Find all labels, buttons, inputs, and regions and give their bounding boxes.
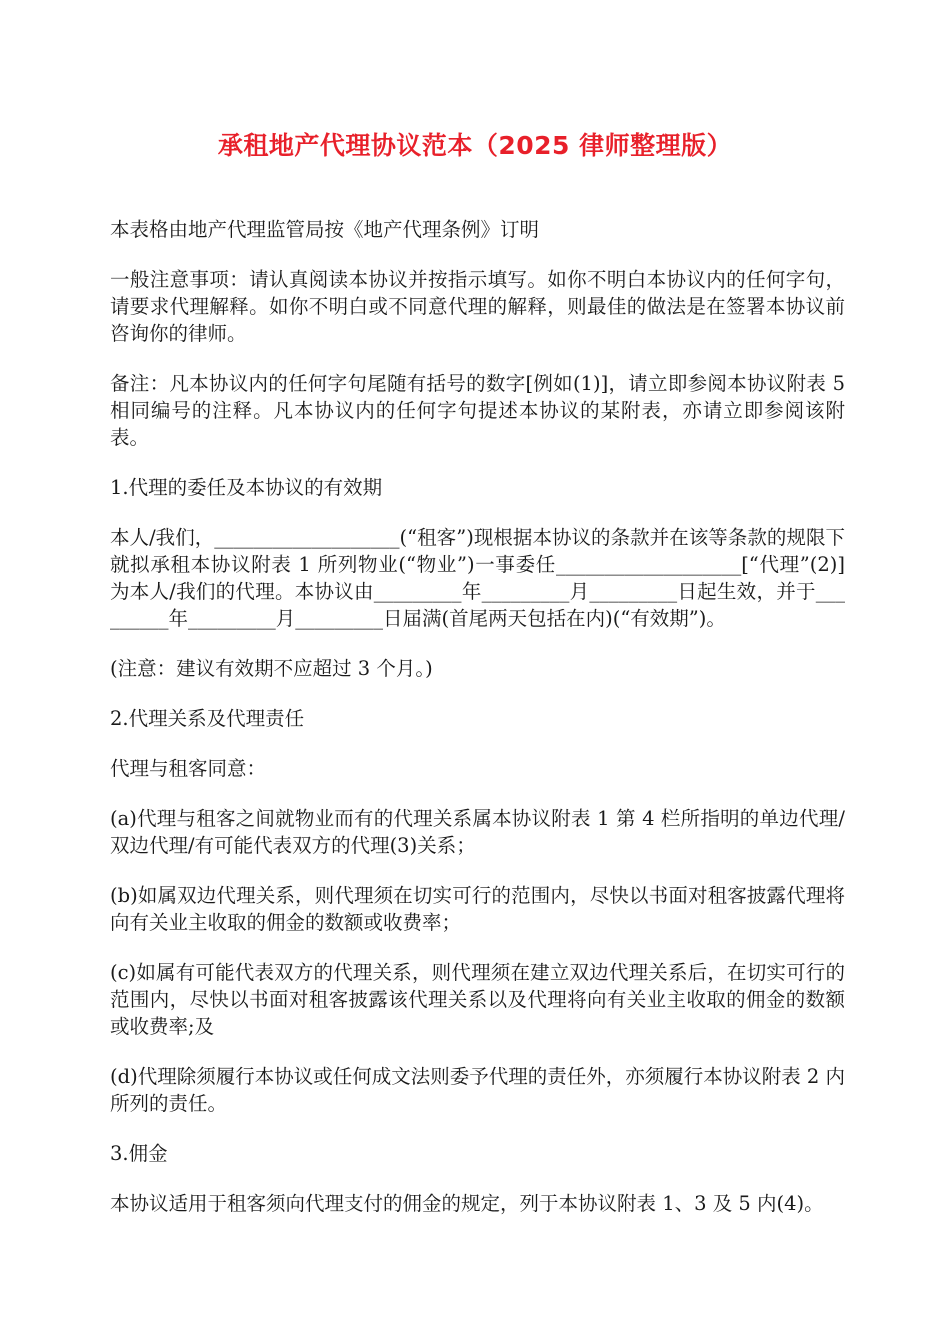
clause-a: (a)代理与租客之间就物业而有的代理关系属本协议附表 1 第 4 栏所指明的单边代理/双边代理/有可能代表双方的代理(3)关系； (110, 807, 845, 857)
section-heading-1: 1.代理的委任及本协议的有效期 (110, 476, 383, 499)
issuer-note: 本表格由地产代理监管局按《地产代理条例》订明 (110, 218, 540, 241)
section-heading-3: 3.佣金 (110, 1142, 168, 1165)
general-notice: 一般注意事项：请认真阅读本协议并按指示填写。如你不明白本协议内的任何字句，请要求代理解释。如你不明白或不同意代理的解释，则最佳的做法是在签署本协议前咨询你的律师。 (110, 268, 845, 345)
clause-c: (c)如属有可能代表双方的代理关系，则代理须在建立双边代理关系后，在切实可行的范围内，尽快以书面对租客披露该代理关系以及代理将向有关业主收取的佣金的数额或收费率;及 (110, 961, 845, 1038)
section-heading-2: 2.代理关系及代理责任 (110, 707, 305, 730)
commission-clause: 本协议适用于租客须向代理支付的佣金的规定，列于本协议附表 1、3 及 5 内(4)。 (110, 1192, 824, 1215)
validity-note: (注意：建议有效期不应超过 3 个月。) (110, 657, 433, 680)
clause-d: (d)代理除须履行本协议或任何成文法则委予代理的责任外，亦须履行本协议附表 2 内所列的责任。 (110, 1065, 846, 1115)
document-body (110, 216, 845, 1240)
document-title: 承租地产代理协议范本（2025 律师整理版） (217, 131, 733, 160)
clause-b: (b)如属双边代理关系，则代理须在切实可行的范围内，尽快以书面对租客披露代理将向有关业主收取的佣金的数额或收费率； (110, 884, 845, 934)
appointment-clause: 本人/我们，___________________(“租客”)现根据本协议的条款并在该等条款的规限下就拟承租本协议附表 1 所列物业(“物业”)一事委任___________________[“代理”(2)]为本人/我们的代理。本协议由_________年_________月_________日起生效，并于_________年_________月_________日届满(首尾两天包括在内)(“有效期”)。 (110, 526, 845, 630)
agreement-intro: 代理与租客同意： (110, 757, 267, 780)
remarks: 备注：凡本协议内的任何字句尾随有括号的数字[例如(1)]，请立即参阅本协议附表 5 相同编号的注释。凡本协议内的任何字句提述本协议的某附表，亦请立即参阅该附表。 (110, 372, 845, 449)
